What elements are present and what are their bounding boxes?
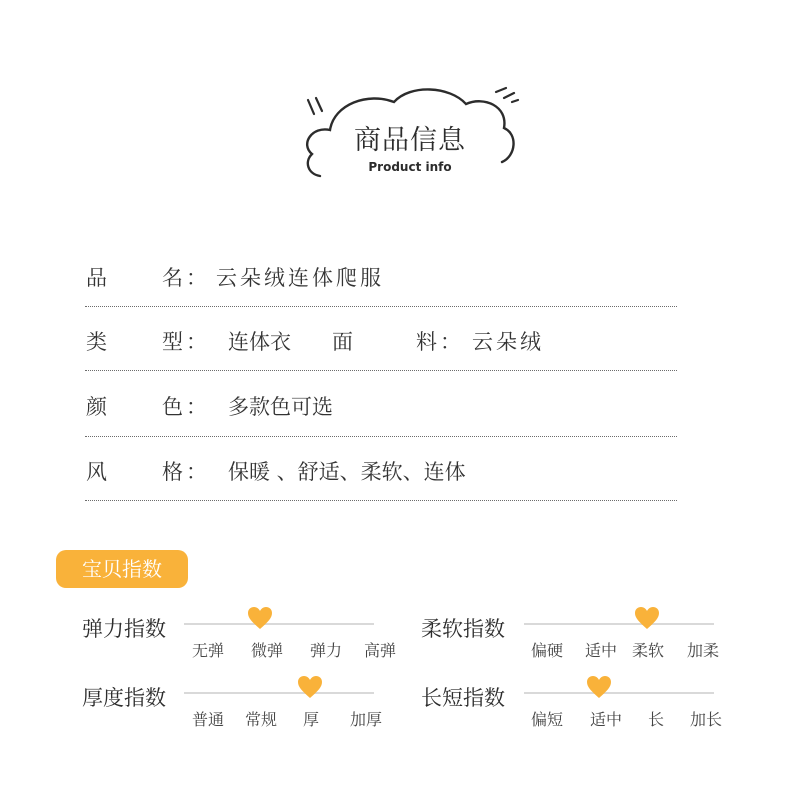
material-value: 云朵绒	[472, 330, 544, 354]
tick-label: 加长	[689, 710, 722, 729]
colon: ：	[186, 266, 207, 290]
tick-label: 高弹	[363, 641, 396, 660]
label-char: 面	[332, 330, 353, 354]
info-row-type	[86, 326, 686, 366]
label-char: 品	[86, 266, 107, 290]
tick-label: 微弹	[250, 641, 283, 660]
tick-label: 适中	[584, 641, 617, 660]
divider	[85, 370, 677, 371]
tick-label: 加柔	[686, 641, 719, 660]
length-index-label: 长短指数	[421, 686, 505, 710]
tick-label: 厚	[302, 710, 319, 729]
tick-label: 常规	[244, 710, 277, 729]
info-row-style	[86, 456, 686, 496]
info-row-color	[86, 391, 686, 431]
baby-index-badge: 宝贝指数	[56, 550, 188, 588]
colon: ：	[186, 395, 207, 419]
tick-label: 无弹	[191, 641, 224, 660]
divider	[85, 306, 677, 307]
heart-marker-icon	[297, 675, 323, 699]
color-value: 多款色可选	[228, 395, 333, 419]
tick-label: 偏短	[530, 710, 563, 729]
label-char: 格	[162, 460, 183, 484]
heart-marker-icon	[634, 606, 660, 630]
label-char: 颜	[86, 395, 107, 419]
softness-scale	[524, 623, 714, 625]
label-char: 风	[86, 460, 107, 484]
label-char: 色	[162, 395, 183, 419]
colon: ：	[186, 460, 207, 484]
colon: ：	[186, 330, 207, 354]
tick-label: 适中	[589, 710, 622, 729]
heart-marker-icon	[586, 675, 612, 699]
colon: ：	[440, 330, 461, 354]
tick-label: 长	[647, 710, 664, 729]
divider	[85, 436, 677, 437]
label-char: 型	[162, 330, 183, 354]
tick-label: 普通	[191, 710, 224, 729]
info-row-name	[86, 262, 686, 302]
tick-label: 偏硬	[530, 641, 563, 660]
thickness-scale	[184, 692, 374, 694]
tick-label: 弹力	[309, 641, 342, 660]
length-scale	[524, 692, 714, 694]
label-char: 名	[162, 266, 183, 290]
tick-label: 加厚	[349, 710, 382, 729]
section-subtitle: Product info	[368, 160, 452, 174]
label-char: 类	[86, 330, 107, 354]
heart-marker-icon	[247, 606, 273, 630]
type-value: 连体衣	[228, 330, 291, 354]
thickness-index-label: 厚度指数	[82, 686, 166, 710]
softness-index-label: 柔软指数	[421, 617, 505, 641]
label-char: 料	[416, 330, 437, 354]
tick-label: 柔软	[631, 641, 664, 660]
style-value: 保暖 、舒适、柔软、连体	[228, 460, 466, 484]
elasticity-scale	[184, 623, 374, 625]
divider	[85, 500, 677, 501]
elasticity-index-label: 弹力指数	[82, 617, 166, 641]
section-title: 商品信息	[354, 125, 466, 156]
product-name-value: 云朵绒连体爬服	[216, 266, 384, 290]
